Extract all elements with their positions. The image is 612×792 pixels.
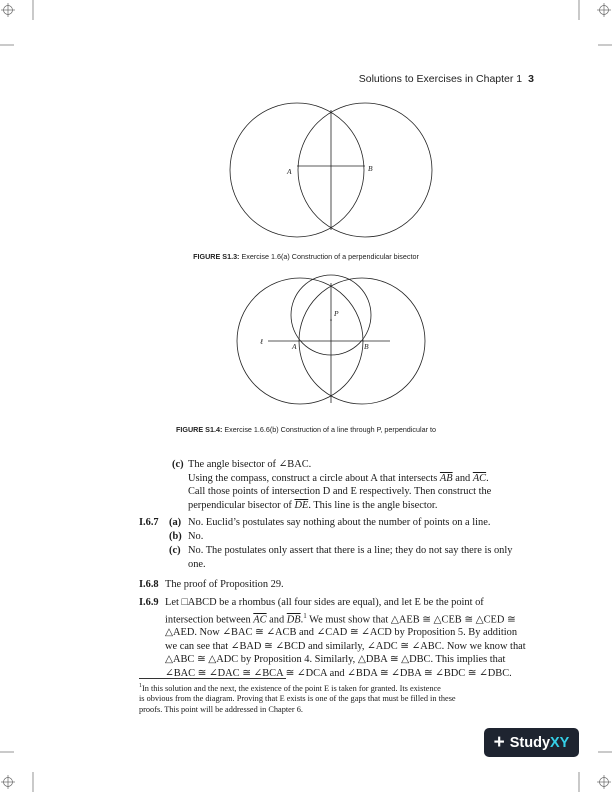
fig2-label-p: P [334, 309, 339, 318]
studyxy-text: StudyXY [509, 734, 570, 751]
figure-s1-3-caption-text: Exercise 1.6(a) Construction of a perpendicular bisector [239, 252, 419, 261]
fig1-label-a: A [287, 167, 292, 176]
item-c-line2: Call those points of intersection D and E respectively. Then construct the [188, 486, 492, 497]
footnote-marker[interactable]: 1 [303, 611, 307, 620]
point-p [330, 319, 332, 321]
segment-db-ref: $\overline{DB}$ [286, 613, 301, 625]
ex-169-line1: Let □ABCD be a rhombus (all four sides are equal), and let E be the point of [165, 597, 484, 608]
ex-167-c-line1: No. The postulates only assert that there is a line; they do not say there is only [188, 545, 513, 556]
segment-de-label: $\overline{DE}$ [294, 499, 309, 511]
ex-167-b-text: No. [188, 531, 204, 542]
footnote-line1: $^1$In this solution and the next, the existence of the point E is taken for granted. Its existence [139, 683, 441, 693]
ex-169-body [165, 596, 545, 680]
item-c-line3: perpendicular bisector of $\overline{DE}$. This line is the angle bisector. [188, 499, 438, 511]
figure-s1-4-caption [0, 425, 612, 434]
ex-167-a-label: (a) [169, 517, 182, 528]
footnote-rule [139, 678, 286, 679]
ex-167-c-text [188, 544, 544, 571]
ex-169-line6: ∠BAC ≅ ∠DAC ≅ ∠BCA ≅ ∠DCA and ∠BDA ≅ ∠DBA ≅ ∠BDC ≅ ∠DBC. [165, 667, 512, 679]
ex-168-text: The proof of Proposition 29. [165, 579, 284, 590]
ex-167-a-text: No. Euclid’s postulates say nothing about the number of points on a line. [188, 517, 491, 528]
plus-icon: + [493, 732, 505, 753]
fig2-label-l: ℓ [260, 337, 264, 346]
figure-s1-4-caption-label: FIGURE S1.4: [176, 425, 223, 434]
ex-167-c-label: (c) [169, 545, 181, 556]
item-c-label: (c) [172, 459, 184, 470]
ex-169-line4: we can see that ∠BAD ≅ ∠BCD and similarly, ∠ADC ≅ ∠ABC. Now we know that [165, 640, 526, 652]
ex-167-c-line2: one. [188, 558, 206, 570]
figure-s1-3-caption-label: FIGURE S1.3: [193, 252, 240, 261]
footnote-line2: is obvious from the diagram. Proving that E exists is one of the gaps that must be filled in these [139, 694, 456, 704]
fig1-label-b: B [368, 164, 373, 173]
item-c-line1: Using the compass, construct a circle about A that intersects $\overline{AB}$ and $\overline{AC}$. [188, 472, 489, 484]
segment-ac-ref: $\overline{AC}$ [253, 613, 267, 625]
ex-169-line2: intersection between $\overline{AC}$ and $\overline{DB}.^1$ We must show that △AEB ≅ △CEB ≅ △CED ≅ [165, 611, 516, 625]
ex-167-b-label: (b) [169, 531, 182, 542]
footnote [139, 681, 541, 716]
figure-s1-4-caption-text: Exercise 1.6.6(b) Construction of a line through P, perpendicular to [222, 425, 436, 434]
item-c-body [188, 458, 540, 512]
studyxy-logo[interactable] [484, 728, 579, 757]
segment-ab-label: $\overline{AB}$ [439, 472, 453, 484]
exercise-1-6-8-number: I.6.8 [139, 579, 159, 590]
exercise-1-6-7-number: I.6.7 [139, 517, 159, 528]
fig2-label-a: A [292, 342, 297, 351]
fig2-label-b: B [364, 342, 369, 351]
ex-169-line3: △AED. Now ∠BAC ≅ ∠ACB and ∠CAD ≅ ∠ACD by Proposition 5. By addition [165, 627, 518, 639]
running-title: Solutions to Exercises in Chapter 1 [358, 73, 523, 85]
segment-ac-label: $\overline{AC}$ [472, 472, 487, 484]
ex-169-line5: △ABC ≅ △ADC by Proposition 4. Similarly, △DBA ≅ △DBC. This implies that [165, 654, 506, 666]
exercise-1-6-9-number: I.6.9 [139, 597, 159, 608]
page-number: 3 [528, 73, 534, 85]
footnote-line3: proofs. This point will be addressed in Chapter 6. [139, 704, 303, 714]
item-c-title: The angle bisector of ∠BAC. [188, 459, 312, 470]
